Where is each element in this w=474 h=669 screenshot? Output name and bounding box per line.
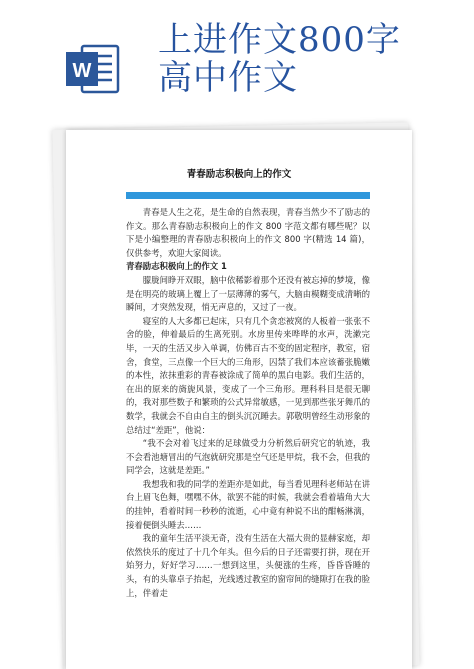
body-paragraph: 我想我和我的同学的差距亦是如此，每当看见理科老师站在讲台上眉飞色舞，嘿嘿不休，欲罢不能的时候，我就会看着墙角大大的挂钟，看着时间一秒秒的流逝，心中竟有种说不出的酣畅淋漓，接着便倒头睡去…… (126, 478, 370, 530)
body-paragraph: “我不会对着飞过来的足球做受力分析然后研究它的轨迹，我不会看池塘冒出的气泡就研究那是空气还是甲烷，我不会，但我的同学会，这就是差距。” (126, 438, 370, 476)
title-accent-bar (126, 192, 370, 199)
body-paragraph: 我的童年生活平淡无奇，没有生活在大福大贵的显赫家庭，却依然快乐的度过了十几个年头。但今后的日子还需要打拼，现在开始努力，好好学习……一想到这里，头便涨的生疼，昏昏昏睡的头，有的头靠卓子抬起，光线透过教室的窗帘间的缝隙打在我的脸上，伴着走 (126, 533, 370, 598)
body-paragraph: 寝室的人大多都已起床，只有几个贪恋被窝的人板着一张张不舍的脸，伸着最后的生离死别。水房里传来哗哗的水声，洗漱完毕，一天的生活又步入单调，仿佛百古不变的固定程序，教室，宿舍，食堂，三点像一个巨大的三角形，囚禁了我们本应该蓄张脆嫩的本性，浓抹重彩的青春被涂成了简单的黑白电影。我们生活的，在出的原来的旖旎风景，变成了一个三角形。理科科目是很无聊的，我对那些数子和繁琐的公式异常敏感，一见到那些张牙舞爪的数学，我就会不自由自主的倒头沉沉睡去。郭敬明曾经生动形象的总结过“差距”，他说： (126, 315, 370, 435)
document-title: 青春励志积极向上的作文 (186, 169, 292, 180)
intro-paragraph: 青春是人生之花，是生命的自然表现，青春当然少不了励志的作文。那么青春励志积极向上的作文 800 字范文都有哪些呢？以下是小编整理的青春励志积极向上的作文 800 字(精选 14 篇)，仅供参考，欢迎大家阅读。 (126, 207, 370, 258)
section-subtitle: 青春励志积极向上的作文 1 (126, 261, 227, 272)
header (0, 0, 474, 118)
body-paragraph: 朦胧间睁开双眼，脑中依稀影着那个还没有被忘掉的梦境，像是在明亮的玻璃上覆上了一层薄薄的雾气，大脑由模糊变成清晰的瞬间，才突然发现，悄无声息的，又过了一夜。 (126, 274, 370, 313)
banner-title-line-1: 上进作文800字 (158, 20, 401, 60)
word-icon-letter: W (72, 60, 92, 82)
word-doc-icon (64, 40, 120, 98)
banner-title-line-2: 高中作文 (158, 58, 298, 98)
document-page (66, 130, 412, 669)
document-body (126, 206, 370, 600)
